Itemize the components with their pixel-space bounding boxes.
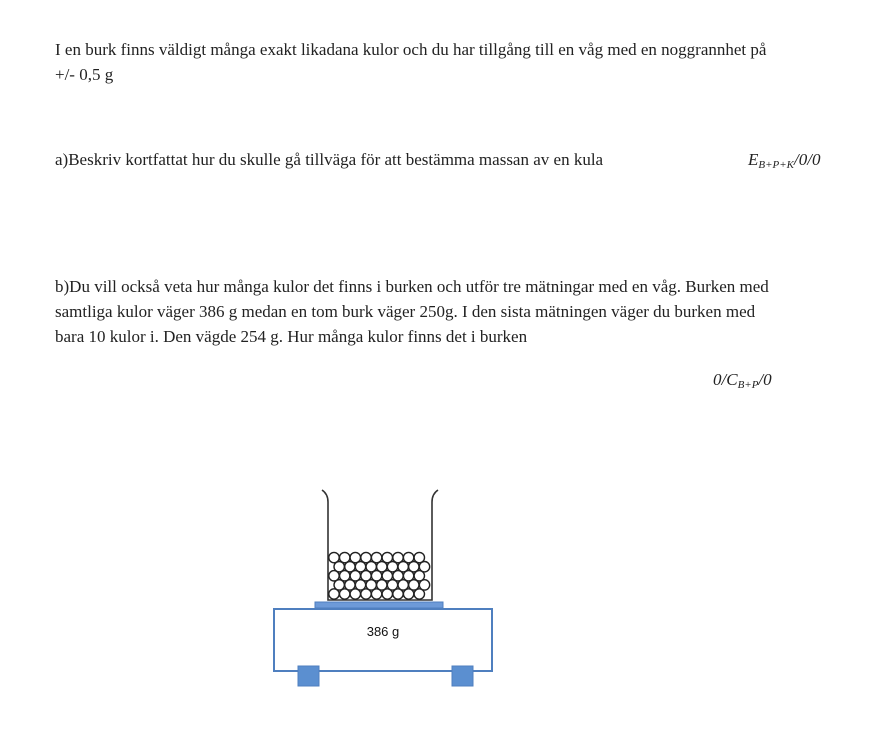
- ball: [393, 552, 403, 562]
- question-a-text: a)Beskriv kortfattat hur du skulle gå tillväga för att bestämma massan av en kula: [55, 150, 604, 169]
- question-b-points-suffix: /0: [758, 370, 772, 389]
- question-b-line-3: bara 10 kulor i. Den vägde 254 g. Hur många kulor finns det i burken: [55, 327, 528, 346]
- question-b-points-prefix: 0/C: [713, 370, 738, 389]
- ball: [414, 552, 424, 562]
- question-a-points: [748, 147, 820, 178]
- scale-foot-left: [298, 666, 319, 686]
- scale-plate: [315, 602, 443, 608]
- intro-text: [55, 37, 845, 87]
- question-b-line-2: samtliga kulor väger 386 g medan en tom burk väger 250g. I den sista mätningen väger du burken med: [55, 302, 756, 321]
- scale-foot-right: [452, 666, 473, 686]
- ball: [350, 552, 360, 562]
- question-b-text: [55, 274, 855, 349]
- ball: [329, 552, 339, 562]
- question-a-points-prefix: E: [748, 150, 759, 169]
- scale-body: [274, 609, 492, 671]
- intro-line-2: +/- 0,5 g: [55, 65, 114, 84]
- question-b-points-sub: B+P: [737, 379, 759, 391]
- scale-display: 386 g: [366, 624, 400, 639]
- jar-on-scale-figure: [262, 478, 502, 693]
- ball: [340, 552, 350, 562]
- question-a-points-suffix: /0/0: [794, 150, 821, 169]
- intro-line-1: I en burk finns väldigt många exakt likadana kulor och du har tillgång till en våg med en noggrannhet på: [55, 40, 767, 59]
- ball: [361, 552, 371, 562]
- ball: [382, 552, 392, 562]
- question-b-points: [713, 367, 772, 398]
- ball: [371, 552, 381, 562]
- ball: [403, 552, 413, 562]
- question-b-line-1: b)Du vill också veta hur många kulor det finns i burken och utför tre mätningar med en våg. Burken med: [55, 277, 769, 296]
- question-a-points-sub: B+P+K: [758, 159, 795, 171]
- balls-in-jar: [329, 552, 430, 599]
